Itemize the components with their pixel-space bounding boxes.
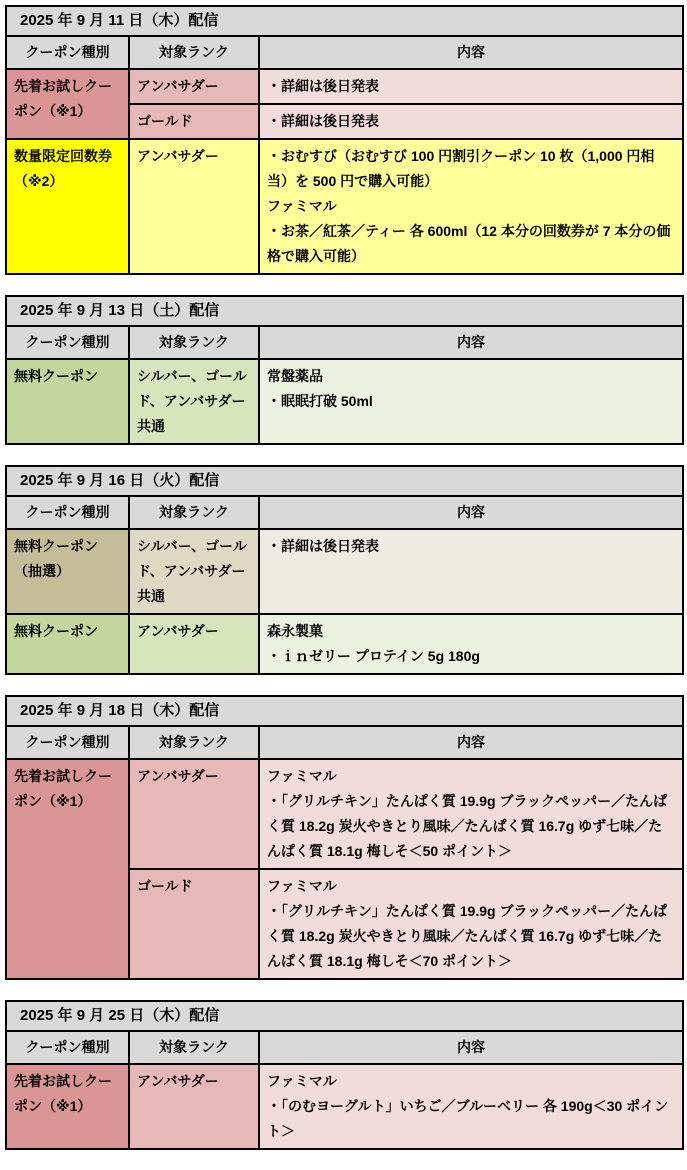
column-header-content: 内容 <box>259 496 683 529</box>
table-date-header: 2025 年 9 月 16 日（火）配信 <box>6 466 683 496</box>
column-header-type: クーポン種別 <box>6 496 129 529</box>
content-cell <box>259 614 683 674</box>
coupon-table-0911 <box>5 5 684 275</box>
column-header-type: クーポン種別 <box>6 726 129 759</box>
column-header-rank: 対象ランク <box>129 326 259 359</box>
content-line: ・詳細は後日発表 <box>267 113 379 129</box>
table-row <box>6 759 683 869</box>
coupon-table-0918 <box>5 695 684 980</box>
content-cell <box>259 359 683 444</box>
content-cell <box>259 1064 683 1149</box>
content-line: ファミマル <box>267 198 337 214</box>
column-header-type: クーポン種別 <box>6 1031 129 1064</box>
table-date-header: 2025 年 9 月 11 日（木）配信 <box>6 6 683 36</box>
table-row <box>6 139 683 274</box>
table-row <box>6 69 683 104</box>
coupon-type-cell: 先着お試しクーポン（※1） <box>6 1064 129 1149</box>
table-date-header: 2025 年 9 月 25 日（木）配信 <box>6 1001 683 1031</box>
content-line: ・「のむヨーグルト」いちご／ブルーベリー 各 190g＜30 ポイント＞ <box>267 1098 669 1139</box>
content-line: ・「グリルチキン」たんぱく質 19.9g ブラックペッパー／たんぱく質 18.2g 炭火やきとり風味／たんぱく質 16.7g ゆず七味／たんぱく質 18.1g 梅しそ＜50 ポイント＞ <box>267 793 668 859</box>
rank-cell: ゴールド <box>129 869 259 979</box>
column-header-type: クーポン種別 <box>6 36 129 69</box>
rank-cell: アンバサダー <box>129 69 259 104</box>
coupon-type-cell: 無料クーポン（抽選） <box>6 529 129 614</box>
content-line: 森永製菓 <box>267 623 323 639</box>
column-header-content: 内容 <box>259 1031 683 1064</box>
table-date-header: 2025 年 9 月 18 日（木）配信 <box>6 696 683 726</box>
content-cell <box>259 759 683 869</box>
rank-cell: ゴールド <box>129 104 259 139</box>
content-cell <box>259 139 683 274</box>
content-line: ・おむすび（おむすび 100 円割引クーポン 10 枚（1,000 円相当）を 500 円で購入可能） <box>267 148 655 189</box>
content-line: ・お茶／紅茶／ティー 各 600ml（12 本分の回数券が 7 本分の価格で購入可能） <box>267 223 671 264</box>
rank-cell: シルバー、ゴールド、アンバサダー共通 <box>129 359 259 444</box>
column-header-rank: 対象ランク <box>129 36 259 69</box>
content-line: ファミマル <box>267 878 337 894</box>
coupon-type-cell: 先着お試しクーポン（※1） <box>6 69 129 139</box>
content-cell <box>259 869 683 979</box>
coupon-type-cell: 先着お試しクーポン（※1） <box>6 759 129 979</box>
table-row <box>6 1064 683 1149</box>
content-line: ・詳細は後日発表 <box>267 78 379 94</box>
content-cell <box>259 104 683 139</box>
rank-cell: シルバー、ゴールド、アンバサダー共通 <box>129 529 259 614</box>
column-header-type: クーポン種別 <box>6 326 129 359</box>
column-header-rank: 対象ランク <box>129 1031 259 1064</box>
column-header-rank: 対象ランク <box>129 496 259 529</box>
content-line: ファミマル <box>267 1073 337 1089</box>
rank-cell: アンバサダー <box>129 1064 259 1149</box>
coupon-type-cell: 無料クーポン <box>6 614 129 674</box>
content-line: ファミマル <box>267 768 337 784</box>
coupon-type-cell: 無料クーポン <box>6 359 129 444</box>
table-row <box>6 359 683 444</box>
rank-cell: アンバサダー <box>129 614 259 674</box>
coupon-table-0913 <box>5 295 684 445</box>
content-cell <box>259 69 683 104</box>
coupon-type-cell: 数量限定回数券（※2） <box>6 139 129 274</box>
table-date-header: 2025 年 9 月 13 日（土）配信 <box>6 296 683 326</box>
table-row <box>6 614 683 674</box>
column-header-content: 内容 <box>259 326 683 359</box>
content-cell <box>259 529 683 614</box>
coupon-table-0916 <box>5 465 684 675</box>
column-header-content: 内容 <box>259 36 683 69</box>
table-row <box>6 529 683 614</box>
rank-cell: アンバサダー <box>129 759 259 869</box>
column-header-content: 内容 <box>259 726 683 759</box>
content-line: ・「グリルチキン」たんぱく質 19.9g ブラックペッパー／たんぱく質 18.2g 炭火やきとり風味／たんぱく質 16.7g ゆず七味／たんぱく質 18.1g 梅しそ＜70 ポイント＞ <box>267 903 668 969</box>
rank-cell: アンバサダー <box>129 139 259 274</box>
content-line: ・眠眠打破 50ml <box>267 393 373 409</box>
content-line: 常盤薬品 <box>267 368 323 384</box>
content-line: ・詳細は後日発表 <box>267 538 379 554</box>
coupon-table-0925 <box>5 1000 684 1150</box>
column-header-rank: 対象ランク <box>129 726 259 759</box>
content-line: ・ｉｎゼリー プロテイン 5g 180g <box>267 648 480 664</box>
